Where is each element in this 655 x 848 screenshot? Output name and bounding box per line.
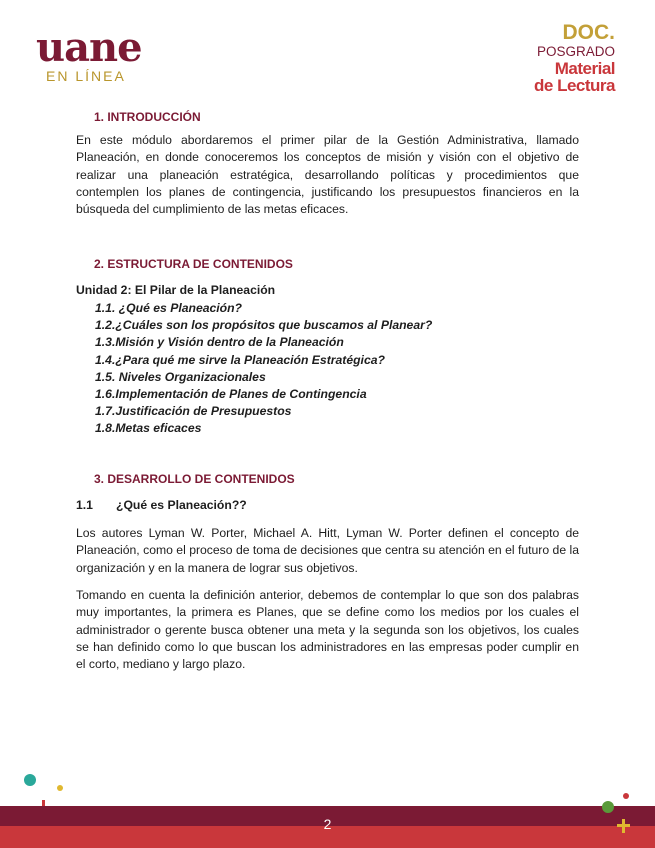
doc-badge-title: DOC. bbox=[562, 21, 615, 44]
doc-badge-subtitle: POSGRADO bbox=[536, 44, 615, 59]
intro-paragraph: En este módulo abordaremos el primer pilar de la Gestión Administrativa, llamado Planeación, en donde conoceremos los conceptos de misión y visión con el objetivo de realizar una planeación estratégica, desarrollando políticas y procedimientos que contemplen los planes de contingencia, justificando los presupuestos financieros en la búsqueda del cumplimiento de las metas eficaces. bbox=[76, 133, 579, 217]
confetti-decoration-right bbox=[596, 790, 646, 840]
small-plus-icon-horizontal bbox=[617, 824, 630, 827]
doc-badge-line2: de Lectura bbox=[534, 76, 615, 95]
section-heading-introduccion: 1. INTRODUCCIÓN bbox=[94, 110, 201, 124]
subsection-heading bbox=[76, 498, 247, 512]
body-paragraph-1: Los autores Lyman W. Porter, Michael A. Hitt, Lyman W. Porter definen el concepto de Planeación, como el proceso de toma de decisiones que centra su atención en el futuro de la organización y en la manera de lograr sus objetivos. bbox=[76, 526, 579, 575]
list-item: 1.7.Justificación de Presupuestos bbox=[95, 404, 292, 419]
subsection-title: ¿Qué es Planeación?? bbox=[116, 498, 247, 512]
list-item: 1.6.Implementación de Planes de Contingencia bbox=[95, 387, 367, 402]
unit-title: Unidad 2: El Pilar de la Planeación bbox=[76, 283, 276, 297]
list-item: 1.1. ¿Qué es Planeación? bbox=[95, 301, 243, 315]
teal-dot-icon bbox=[24, 774, 36, 786]
yellow-dot-icon bbox=[57, 785, 63, 791]
list-item: 1.3.Misión y Visión dentro de la Planeación bbox=[95, 335, 344, 350]
body-paragraph-2: Tomando en cuenta la definición anterior, debemos de contemplar lo que son dos palabras muy importantes, la primera es Planes, que se define como los medios por los cuales el administrador o gerente busca obtener una meta y la segunda son los objetivos, los cuales se han definido como lo que buscan los administradores en las empresas poder cumplir en el corto, mediano y largo plazo. bbox=[76, 588, 579, 672]
list-item: 1.2.¿Cuáles son los propósitos que buscamos al Planear? bbox=[95, 318, 433, 333]
logo-subtitle: EN LÍNEA bbox=[46, 68, 126, 84]
logo-wordmark: uane bbox=[36, 24, 142, 71]
section-heading-estructura: 2. ESTRUCTURA DE CONTENIDOS bbox=[94, 257, 293, 271]
section-heading-desarrollo: 3. DESARROLLO DE CONTENIDOS bbox=[94, 472, 295, 486]
doc-badge-line1: Material bbox=[554, 59, 615, 78]
subsection-number: 1.1 bbox=[76, 498, 93, 512]
green-dot-icon bbox=[602, 801, 614, 813]
list-item: 1.4.¿Para qué me sirve la Planeación Estratégica? bbox=[95, 352, 385, 367]
page-number: 2 bbox=[323, 816, 332, 832]
contents-list bbox=[95, 300, 432, 438]
doc-badge bbox=[534, 22, 615, 94]
list-item: 1.8.Metas eficaces bbox=[95, 421, 202, 436]
uane-logo bbox=[36, 24, 142, 84]
list-item: 1.5. Niveles Organizacionales bbox=[95, 369, 266, 384]
red-dot-icon bbox=[623, 793, 629, 799]
